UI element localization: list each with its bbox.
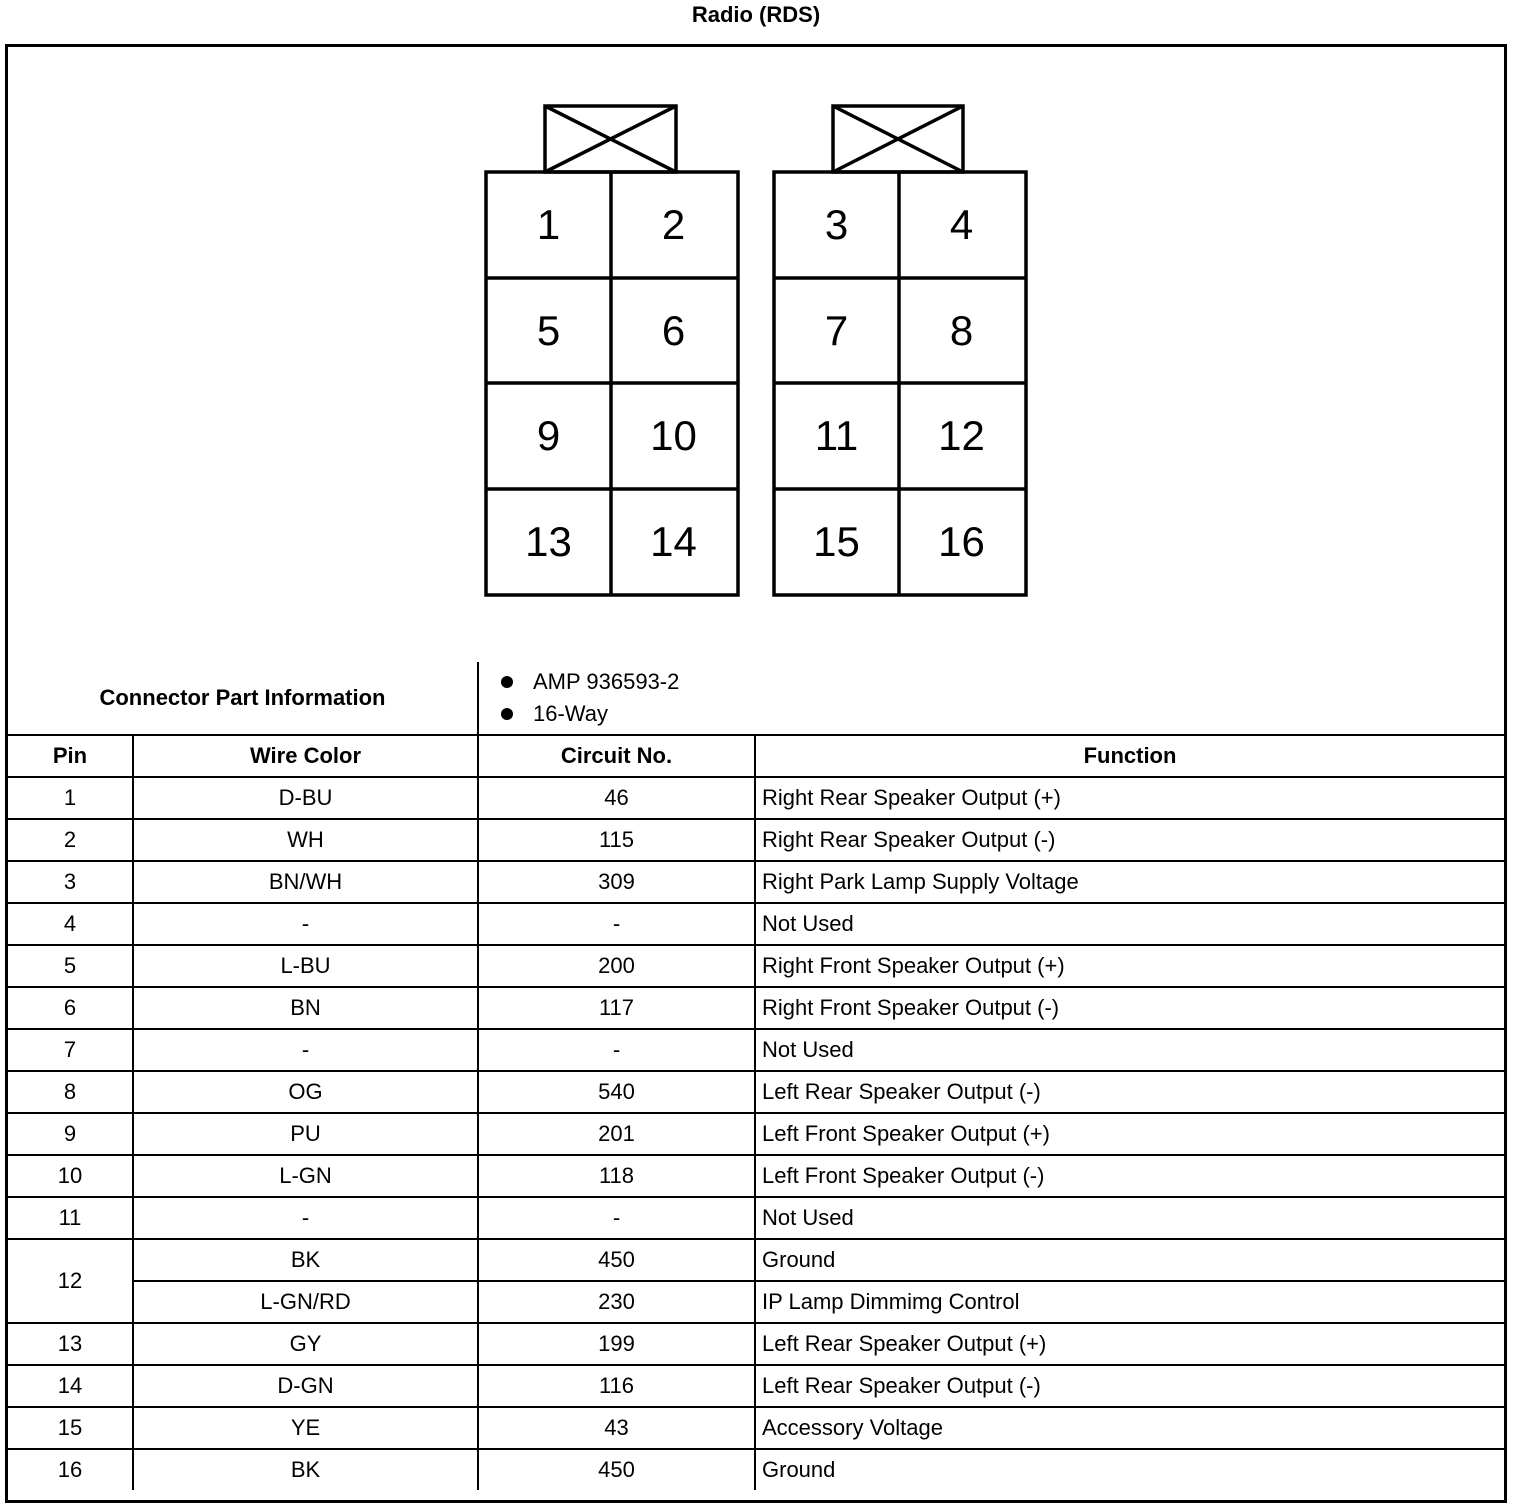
cell-circuit-no: 118 bbox=[478, 1155, 755, 1197]
cell-function: Right Park Lamp Supply Voltage bbox=[755, 861, 1504, 903]
cell-pin: 16 bbox=[8, 1449, 133, 1490]
table-header-row bbox=[8, 735, 1504, 777]
table-row bbox=[8, 987, 1504, 1029]
connector-info-label: Connector Part Information bbox=[8, 662, 478, 735]
cell-wire-color: BK bbox=[133, 1239, 478, 1281]
cell-pin: 13 bbox=[8, 1323, 133, 1365]
table-row bbox=[8, 1113, 1504, 1155]
connector-pin-label: 1 bbox=[536, 200, 561, 248]
connector-pin-label: 9 bbox=[536, 411, 561, 459]
connector-pin-label: 8 bbox=[949, 306, 974, 354]
cell-circuit-no: 450 bbox=[478, 1449, 755, 1490]
table-row bbox=[8, 1281, 1504, 1323]
cell-circuit-no: 117 bbox=[478, 987, 755, 1029]
cell-pin: 9 bbox=[8, 1113, 133, 1155]
cell-function: Not Used bbox=[755, 1029, 1504, 1071]
connector-pin-label: 16 bbox=[938, 517, 985, 565]
cell-wire-color: WH bbox=[133, 819, 478, 861]
table-row bbox=[8, 1197, 1504, 1239]
header-circuit-no: Circuit No. bbox=[478, 735, 755, 777]
table-row bbox=[8, 1029, 1504, 1071]
cell-circuit-no: 450 bbox=[478, 1239, 755, 1281]
table-row bbox=[8, 777, 1504, 819]
cell-pin: 3 bbox=[8, 861, 133, 903]
cell-pin: 5 bbox=[8, 945, 133, 987]
cell-function: Left Front Speaker Output (-) bbox=[755, 1155, 1504, 1197]
cell-function: Left Rear Speaker Output (-) bbox=[755, 1071, 1504, 1113]
cell-wire-color: BN/WH bbox=[133, 861, 478, 903]
cell-function: Left Rear Speaker Output (-) bbox=[755, 1365, 1504, 1407]
cell-circuit-no: - bbox=[478, 1029, 755, 1071]
cell-function: Ground bbox=[755, 1449, 1504, 1490]
connector-pin-label: 11 bbox=[814, 411, 859, 459]
page-title: Radio (RDS) bbox=[691, 2, 821, 27]
cell-function: Not Used bbox=[755, 1197, 1504, 1239]
connector-diagram bbox=[8, 47, 1504, 663]
cell-wire-color: - bbox=[133, 903, 478, 945]
header-function: Function bbox=[755, 735, 1504, 777]
cell-circuit-no: - bbox=[478, 903, 755, 945]
cell-pin: 8 bbox=[8, 1071, 133, 1113]
bullet-icon bbox=[501, 676, 513, 688]
connector-pin-label: 4 bbox=[949, 200, 974, 248]
connector-info-list bbox=[478, 662, 1504, 735]
cell-wire-color: L-GN bbox=[133, 1155, 478, 1197]
cell-function: Accessory Voltage bbox=[755, 1407, 1504, 1449]
cell-function: Right Rear Speaker Output (-) bbox=[755, 819, 1504, 861]
cell-circuit-no: 540 bbox=[478, 1071, 755, 1113]
cell-function: IP Lamp Dimmimg Control bbox=[755, 1281, 1504, 1323]
cell-pin: 2 bbox=[8, 819, 133, 861]
cell-function: Right Rear Speaker Output (+) bbox=[755, 777, 1504, 819]
cell-pin: 4 bbox=[8, 903, 133, 945]
table-row bbox=[8, 1365, 1504, 1407]
connector-outline bbox=[8, 47, 1504, 663]
table-row bbox=[8, 1323, 1504, 1365]
cell-pin: 7 bbox=[8, 1029, 133, 1071]
connector-pin-label: 6 bbox=[661, 306, 686, 354]
cell-wire-color: BN bbox=[133, 987, 478, 1029]
cell-wire-color: PU bbox=[133, 1113, 478, 1155]
cell-circuit-no: 116 bbox=[478, 1365, 755, 1407]
connector-pin-label: 7 bbox=[824, 306, 849, 354]
table-row bbox=[8, 1449, 1504, 1490]
cell-circuit-no: 230 bbox=[478, 1281, 755, 1323]
table-row bbox=[8, 861, 1504, 903]
table-row bbox=[8, 1239, 1504, 1281]
cell-wire-color: GY bbox=[133, 1323, 478, 1365]
cell-wire-color: OG bbox=[133, 1071, 478, 1113]
cell-wire-color: L-GN/RD bbox=[133, 1281, 478, 1323]
cell-wire-color: D-BU bbox=[133, 777, 478, 819]
bullet-icon bbox=[501, 708, 513, 720]
cell-circuit-no: 309 bbox=[478, 861, 755, 903]
cell-pin: 1 bbox=[8, 777, 133, 819]
cell-function: Ground bbox=[755, 1239, 1504, 1281]
cell-circuit-no: 115 bbox=[478, 819, 755, 861]
table-row bbox=[8, 1071, 1504, 1113]
connector-info-item bbox=[501, 666, 1504, 698]
connector-info-item bbox=[501, 698, 1504, 730]
table-row bbox=[8, 1407, 1504, 1449]
connector-pin-label: 10 bbox=[650, 411, 697, 459]
cell-wire-color: - bbox=[133, 1029, 478, 1071]
cell-function: Not Used bbox=[755, 903, 1504, 945]
cell-circuit-no: 201 bbox=[478, 1113, 755, 1155]
cell-wire-color: - bbox=[133, 1197, 478, 1239]
header-pin: Pin bbox=[8, 735, 133, 777]
cell-circuit-no: 43 bbox=[478, 1407, 755, 1449]
cell-pin: 10 bbox=[8, 1155, 133, 1197]
connector-part-number: AMP 936593-2 bbox=[533, 669, 680, 694]
cell-pin: 15 bbox=[8, 1407, 133, 1449]
cell-wire-color: YE bbox=[133, 1407, 478, 1449]
cell-wire-color: BK bbox=[133, 1449, 478, 1490]
connector-pin-label: 3 bbox=[824, 200, 849, 248]
pinout-table bbox=[8, 662, 1504, 1490]
cell-circuit-no: - bbox=[478, 1197, 755, 1239]
cell-pin: 12 bbox=[8, 1239, 133, 1323]
connector-pin-label: 13 bbox=[525, 517, 572, 565]
cell-circuit-no: 199 bbox=[478, 1323, 755, 1365]
cell-circuit-no: 46 bbox=[478, 777, 755, 819]
cell-pin: 6 bbox=[8, 987, 133, 1029]
cell-pin: 14 bbox=[8, 1365, 133, 1407]
connector-pin-label: 12 bbox=[938, 411, 985, 459]
connector-frame bbox=[5, 44, 1507, 1503]
header-wire-color: Wire Color bbox=[133, 735, 478, 777]
connector-pin-label: 5 bbox=[536, 306, 561, 354]
table-row bbox=[8, 1155, 1504, 1197]
connector-pin-label: 15 bbox=[813, 517, 860, 565]
table-row bbox=[8, 819, 1504, 861]
cell-wire-color: L-BU bbox=[133, 945, 478, 987]
connector-info-row bbox=[8, 662, 1504, 735]
cell-pin: 11 bbox=[8, 1197, 133, 1239]
cell-function: Left Front Speaker Output (+) bbox=[755, 1113, 1504, 1155]
cell-wire-color: D-GN bbox=[133, 1365, 478, 1407]
cell-function: Left Rear Speaker Output (+) bbox=[755, 1323, 1504, 1365]
table-row bbox=[8, 903, 1504, 945]
table-row bbox=[8, 945, 1504, 987]
connector-pin-label: 14 bbox=[650, 517, 697, 565]
cell-function: Right Front Speaker Output (+) bbox=[755, 945, 1504, 987]
cell-function: Right Front Speaker Output (-) bbox=[755, 987, 1504, 1029]
connector-pin-label: 2 bbox=[661, 200, 686, 248]
cell-circuit-no: 200 bbox=[478, 945, 755, 987]
connector-way-count: 16-Way bbox=[533, 701, 608, 726]
